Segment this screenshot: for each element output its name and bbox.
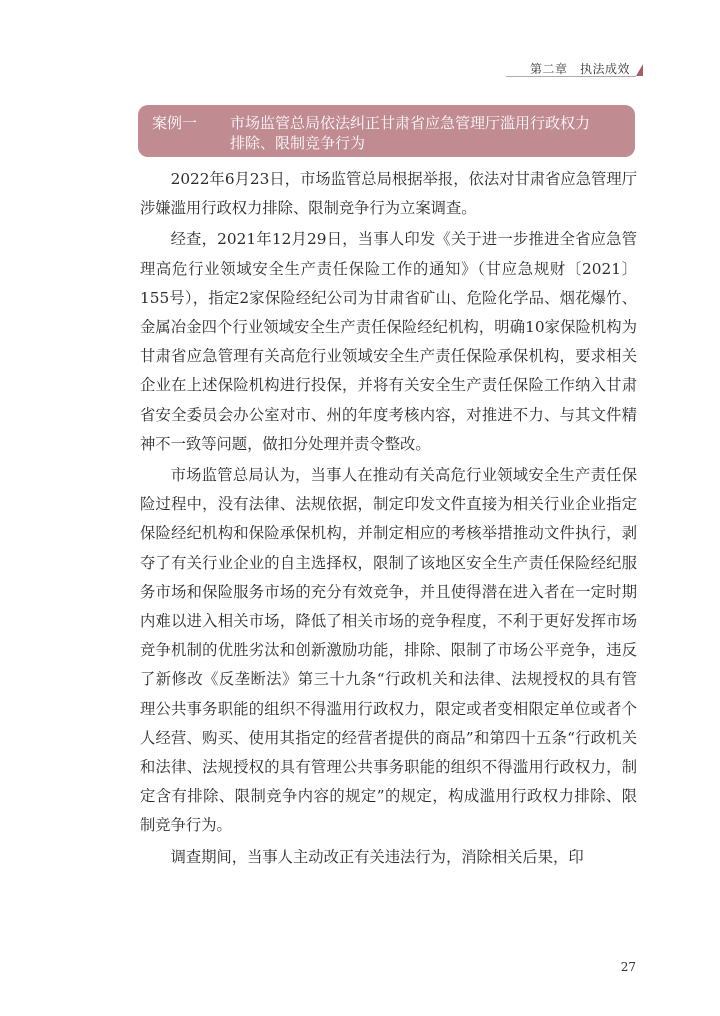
body-text	[140, 165, 637, 874]
case-title-line1: 市场监管总局依法纠正甘肃省应急管理厅滥用行政权力	[230, 114, 591, 132]
paragraph: 经查，2021年12月29日，当事人印发《关于进一步推进全省应急管理高危行业领域安全生产责任保险工作的通知》（甘应急规财〔2021〕155号），指定2家保险经纪公司为甘肃省矿山、危险化学品、烟花爆竹、金属冶金四个行业领域安全生产责任保险经纪机构，明确10家保险机构为甘肃省应急管理有关高危行业领域安全生产责任保险承保机构，要求相关企业在上述保险机构进行投保，并将有关安全生产责任保险工作纳入甘肃省安全委员会办公室对市、州的年度考核内容，对推进不力、与其文件精神不一致等问题，做扣分处理并责令整改。	[140, 230, 637, 453]
paragraph: 2022年6月23日，市场监管总局根据举报，依法对甘肃省应急管理厅涉嫌滥用行政权力排除、限制竞争行为立案调查。	[140, 170, 637, 218]
page-number: 27	[620, 960, 636, 974]
corner-triangle-icon	[636, 64, 643, 76]
running-header: 第二章 执法成效	[530, 62, 631, 76]
case-heading-box	[138, 105, 635, 157]
case-label: 案例一	[152, 114, 198, 132]
header-rule	[506, 76, 636, 77]
paragraph: 调查期间，当事人主动改正有关违法行为，消除相关后果，印	[170, 847, 584, 866]
paragraph: 市场监管总局认为，当事人在推动有关高危行业领域安全生产责任保险过程中，没有法律、法规依据，制定印发文件直接为相关行业企业指定保险经纪机构和保险承保机构，并制定相应的考核举措推动文件执行，剥夺了有关行业企业的自主选择权，限制了该地区安全生产责任保险经纪服务市场和保险服务市场的充分有效竞争，并且使得潜在进入者在一定时期内难以进入相关市场，降低了相关市场的竞争程度，不利于更好发挥市场竞争机制的优胜劣汰和创新激励功能，排除、限制了市场公平竞争，违反了新修改《反垄断法》第三十九条“行政机关和法律、法规授权的具有管理公共事务职能的组织不得滥用行政权力，限定或者变相限定单位或者个人经营、购买、使用其指定的经营者提供的商品”和第四十五条“行政机关和法律、法规授权的具有管理公共事务职能的组织不得滥用行政权力，制定含有排除、限制竞争内容的规定”的规定，构成滥用行政权力排除、限制竞争行为。	[140, 466, 637, 835]
case-title-line2: 排除、限制竞争行为	[230, 134, 366, 152]
